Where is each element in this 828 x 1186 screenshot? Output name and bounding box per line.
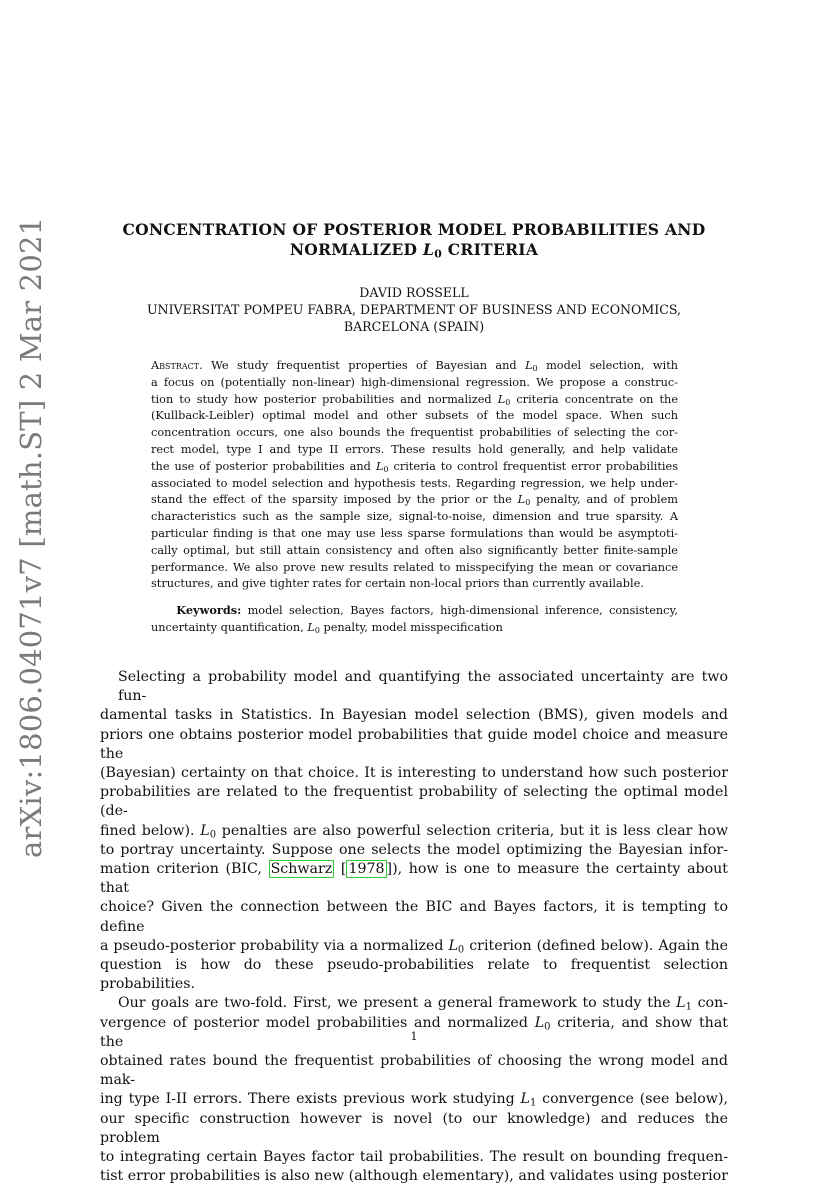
author-affiliation-line-2: BARCELONA (SPAIN) (343, 319, 485, 334)
body-line: obtained rates bound the frequentist probabilities of choosing the wrong model and mak- (100, 1053, 728, 1089)
abstract-line: stand the effect of the sparsity imposed by the prior or the $L_0$ penalty, and of problem (151, 493, 679, 508)
body-line: ing type I-II errors. There exists previous work studying $L_1$ convergence (see below), (100, 1091, 728, 1109)
citation-link-schwarz[interactable]: Schwarz (270, 861, 333, 878)
citation-link-year[interactable]: 1978 (348, 861, 385, 878)
abstract-line: performance. We also prove new results related to misspecifying the mean or covariance (151, 560, 678, 574)
abstract-line: concentration occurs, one also bounds the frequentist probabilities of selecting the cor- (151, 426, 678, 440)
body-line: probabilities are related to the frequentist probability of selecting the optimal model (de- (100, 784, 728, 820)
body-line: damental tasks in Statistics. In Bayesian model selection (BMS), given models and (100, 707, 728, 724)
body-line: to portray uncertainty. Suppose one selects the model optimizing the Bayesian infor- (100, 841, 728, 858)
body-line: our specific construction however is novel (to our knowledge) and reduces the problem (100, 1110, 728, 1146)
abstract-line: Abstract. We study frequentist properties of Bayesian and $L_0$ model selection, with (151, 359, 679, 373)
body-line: Selecting a probability model and quantifying the associated uncertainty are two fun- (118, 669, 728, 705)
abstract-line: particular finding is that one may use less sparse formulations than would be asymptoti- (151, 526, 678, 540)
abstract-line: the use of posterior probabilities and $L_0$ criteria to control frequentist error probabilities (151, 459, 678, 474)
keywords-line: uncertainty quantification, $L_0$ penalty, model misspecification (151, 620, 503, 635)
keywords (151, 602, 678, 637)
abstract-line: rect model, type I and type II errors. These results hold generally, and help validate (151, 442, 678, 456)
body-line: mation criterion (BIC, Schwarz [ 1978 ]), how is one to measure the certainty about that (100, 861, 729, 897)
author-block (100, 284, 728, 335)
keywords-line: Keywords: model selection, Bayes factors, high-dimensional inference, consistency, (176, 603, 678, 617)
abstract (151, 358, 678, 593)
abstract-line: cally optimal, but still attain consistency and often also significantly better finite-sample (151, 543, 678, 557)
abstract-line: tion to study how posterior probabilities and normalized $L_0$ criteria concentrate on the (151, 392, 679, 407)
author-name: DAVID ROSSELL (359, 285, 469, 300)
title-line-1: CONCENTRATION OF POSTERIOR MODEL PROBABILITIES AND (122, 220, 706, 239)
abstract-line: characteristics such as the sample size, signal-to-noise, dimension and true sparsity. A (151, 510, 678, 524)
abstract-line: structures, and give tighter rates for certain non-local priors than currently available. (151, 577, 644, 591)
body-line: (Bayesian) certainty on that choice. It is interesting to understand how such posterior (100, 765, 728, 782)
body-line: Our goals are two-fold. First, we present a general framework to study the $L_1$ con- (118, 995, 728, 1013)
body-line: a pseudo-posterior probability via a normalized $L_0$ criterion (defined below). Again the (100, 937, 729, 956)
paper-title (100, 220, 728, 260)
body-line: choice? Given the connection between the BIC and Bayes factors, it is tempting to define (100, 899, 728, 935)
arxiv-identifier-stamp: arXiv:1806.04071v7 [math.ST] 2 Mar 2021 (14, 216, 48, 858)
body-line: fined below). $L_0$ penalties are also powerful selection criteria, but it is less clear how (100, 822, 728, 841)
body-line: tist error probabilities is also new (although elementary), and validates using posterior (100, 1168, 728, 1185)
title-line-2: NORMALIZED $L_0$ CRITERIA (289, 240, 539, 261)
body-line: vergence of posterior model probabilities and normalized $L_0$ criteria, and show that the (100, 1014, 728, 1050)
body-line: question is how do these pseudo-probabilities relate to frequentist selection probabilities. (100, 957, 728, 993)
abstract-line: a focus on (potentially non-linear) high-dimensional regression. We propose a construc- (151, 375, 678, 389)
body-text (100, 668, 728, 1186)
author-affiliation-line-1: UNIVERSITAT POMPEU FABRA, DEPARTMENT OF BUSINESS AND ECONOMICS, (146, 302, 682, 317)
body-line: priors one obtains posterior model probabilities that guide model choice and measure the (100, 726, 728, 762)
abstract-line: associated to model selection and hypothesis tests. Regarding regression, we help under- (151, 476, 678, 490)
abstract-line: (Kullback-Leibler) optimal model and other subsets of the model space. When such (151, 409, 678, 423)
page-number: 1 (410, 1030, 418, 1043)
abstract-label: Abstract. (151, 359, 203, 372)
body-line: to integrating certain Bayes factor tail probabilities. The result on bounding frequen- (100, 1149, 728, 1166)
keywords-label: Keywords: (176, 603, 242, 617)
